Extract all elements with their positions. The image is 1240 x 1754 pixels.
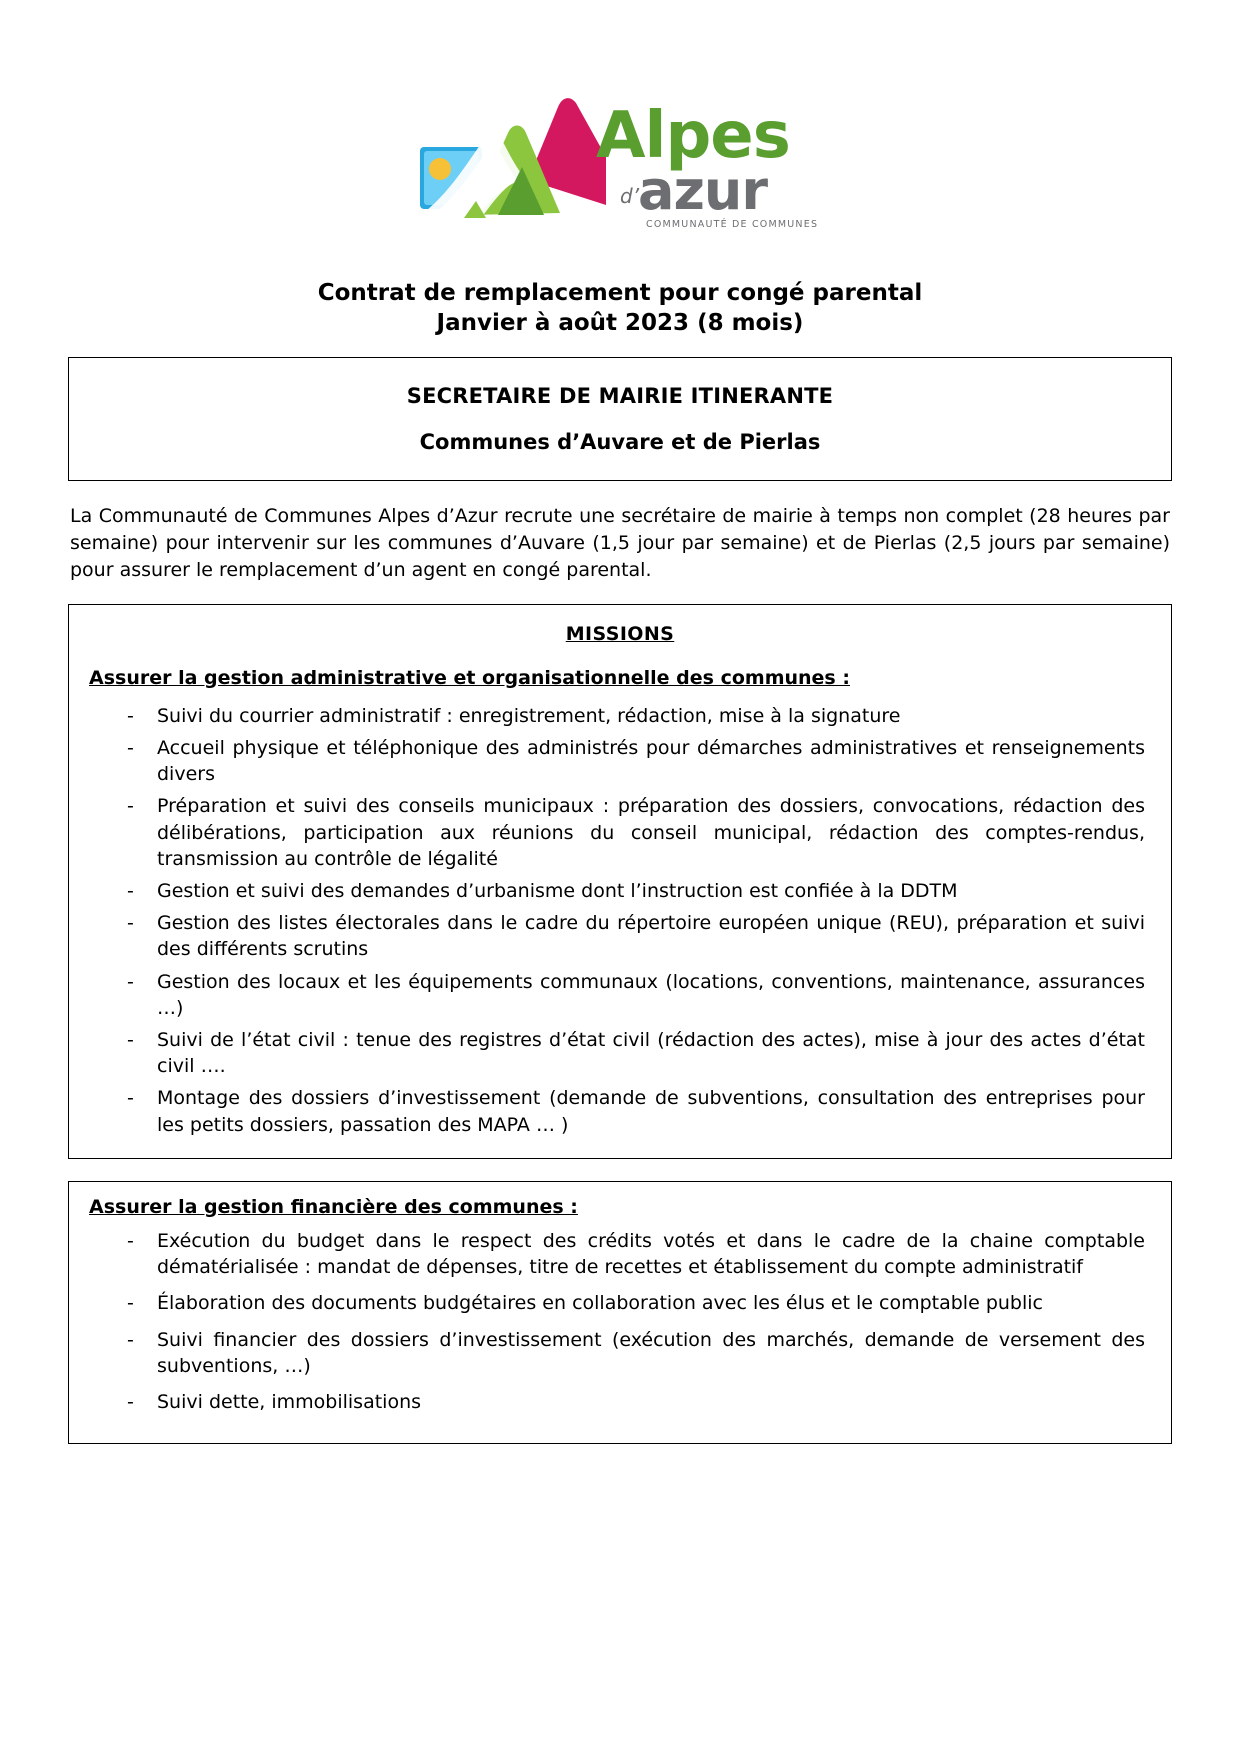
svg-text:COMMUNAUTÉ DE COMMUNES: COMMUNAUTÉ DE COMMUNES	[646, 219, 819, 230]
svg-text:d’: d’	[620, 184, 640, 208]
finance-section-heading: Assurer la gestion financière des communes :	[89, 1195, 578, 1218]
finance-list	[89, 1228, 1151, 1415]
list-item: - Montage des dossiers d’investissement (demande de subventions, consultation des entreprises pour les petits dossiers, passation des MAPA … )	[125, 1085, 1145, 1137]
missions-section1-list	[89, 703, 1151, 1138]
finance-box	[68, 1181, 1172, 1444]
list-item: - Exécution du budget dans le respect des crédits votés et dans le cadre de la chaine comptable dématérialisée : mandat de dépenses, titre de recettes et établissement du compte administratif	[125, 1228, 1145, 1280]
svg-text:azur: azur	[638, 159, 767, 222]
list-item: - Suivi financier des dossiers d’investissement (exécution des marchés, demande de versement des subventions, …)	[125, 1327, 1145, 1379]
page-title	[68, 278, 1172, 339]
missions-heading: MISSIONS	[565, 622, 675, 645]
list-item: - Accueil physique et téléphonique des administrés pour démarches administratives et renseignements divers	[125, 735, 1145, 787]
list-item: - Gestion et suivi des demandes d’urbanisme dont l’instruction est confiée à la DDTM	[125, 878, 1145, 904]
missions-box	[68, 604, 1172, 1159]
alpes-d-azur-logo	[410, 85, 830, 255]
job-location: Communes d’Auvare et de Pierlas	[419, 429, 821, 454]
page-title-line1: Contrat de remplacement pour congé parental	[317, 280, 923, 306]
intro-paragraph: La Communauté de Communes Alpes d’Azur recrute une secrétaire de mairie à temps non complet (28 heures par semaine) pour intervenir sur les communes d’Auvare (1,5 jour par semaine) et de Pierlas (2,5 jours par semaine) pour assurer le remplacement d’un agent en congé parental.	[70, 504, 1170, 581]
list-item: - Élaboration des documents budgétaires en collaboration avec les élus et le comptable public	[125, 1290, 1145, 1316]
list-item: - Suivi du courrier administratif : enregistrement, rédaction, mise à la signature	[125, 703, 1145, 729]
logo-container	[68, 85, 1172, 260]
job-title-box	[68, 357, 1172, 481]
list-item: - Préparation et suivi des conseils municipaux : préparation des dossiers, convocations, rédaction des délibérations, participation aux réunions du conseil municipal, rédaction des comptes-rendus, transmission au contrôle de légalité	[125, 793, 1145, 872]
missions-section1-heading: Assurer la gestion administrative et organisationnelle des communes :	[89, 666, 850, 689]
list-item: - Suivi dette, immobilisations	[125, 1389, 1145, 1415]
list-item: - Gestion des listes électorales dans le cadre du répertoire européen unique (REU), préparation et suivi des différents scrutins	[125, 910, 1145, 962]
svg-text:Alpes: Alpes	[596, 99, 790, 173]
job-title: SECRETAIRE DE MAIRIE ITINERANTE	[406, 383, 834, 408]
list-item: - Suivi de l’état civil : tenue des registres d’état civil (rédaction des actes), mise à jour des actes d’état civil ….	[125, 1027, 1145, 1079]
page-title-line2: Janvier à août 2023 (8 mois)	[436, 310, 804, 337]
list-item: - Gestion des locaux et les équipements communaux (locations, conventions, maintenance, assurances …)	[125, 969, 1145, 1021]
